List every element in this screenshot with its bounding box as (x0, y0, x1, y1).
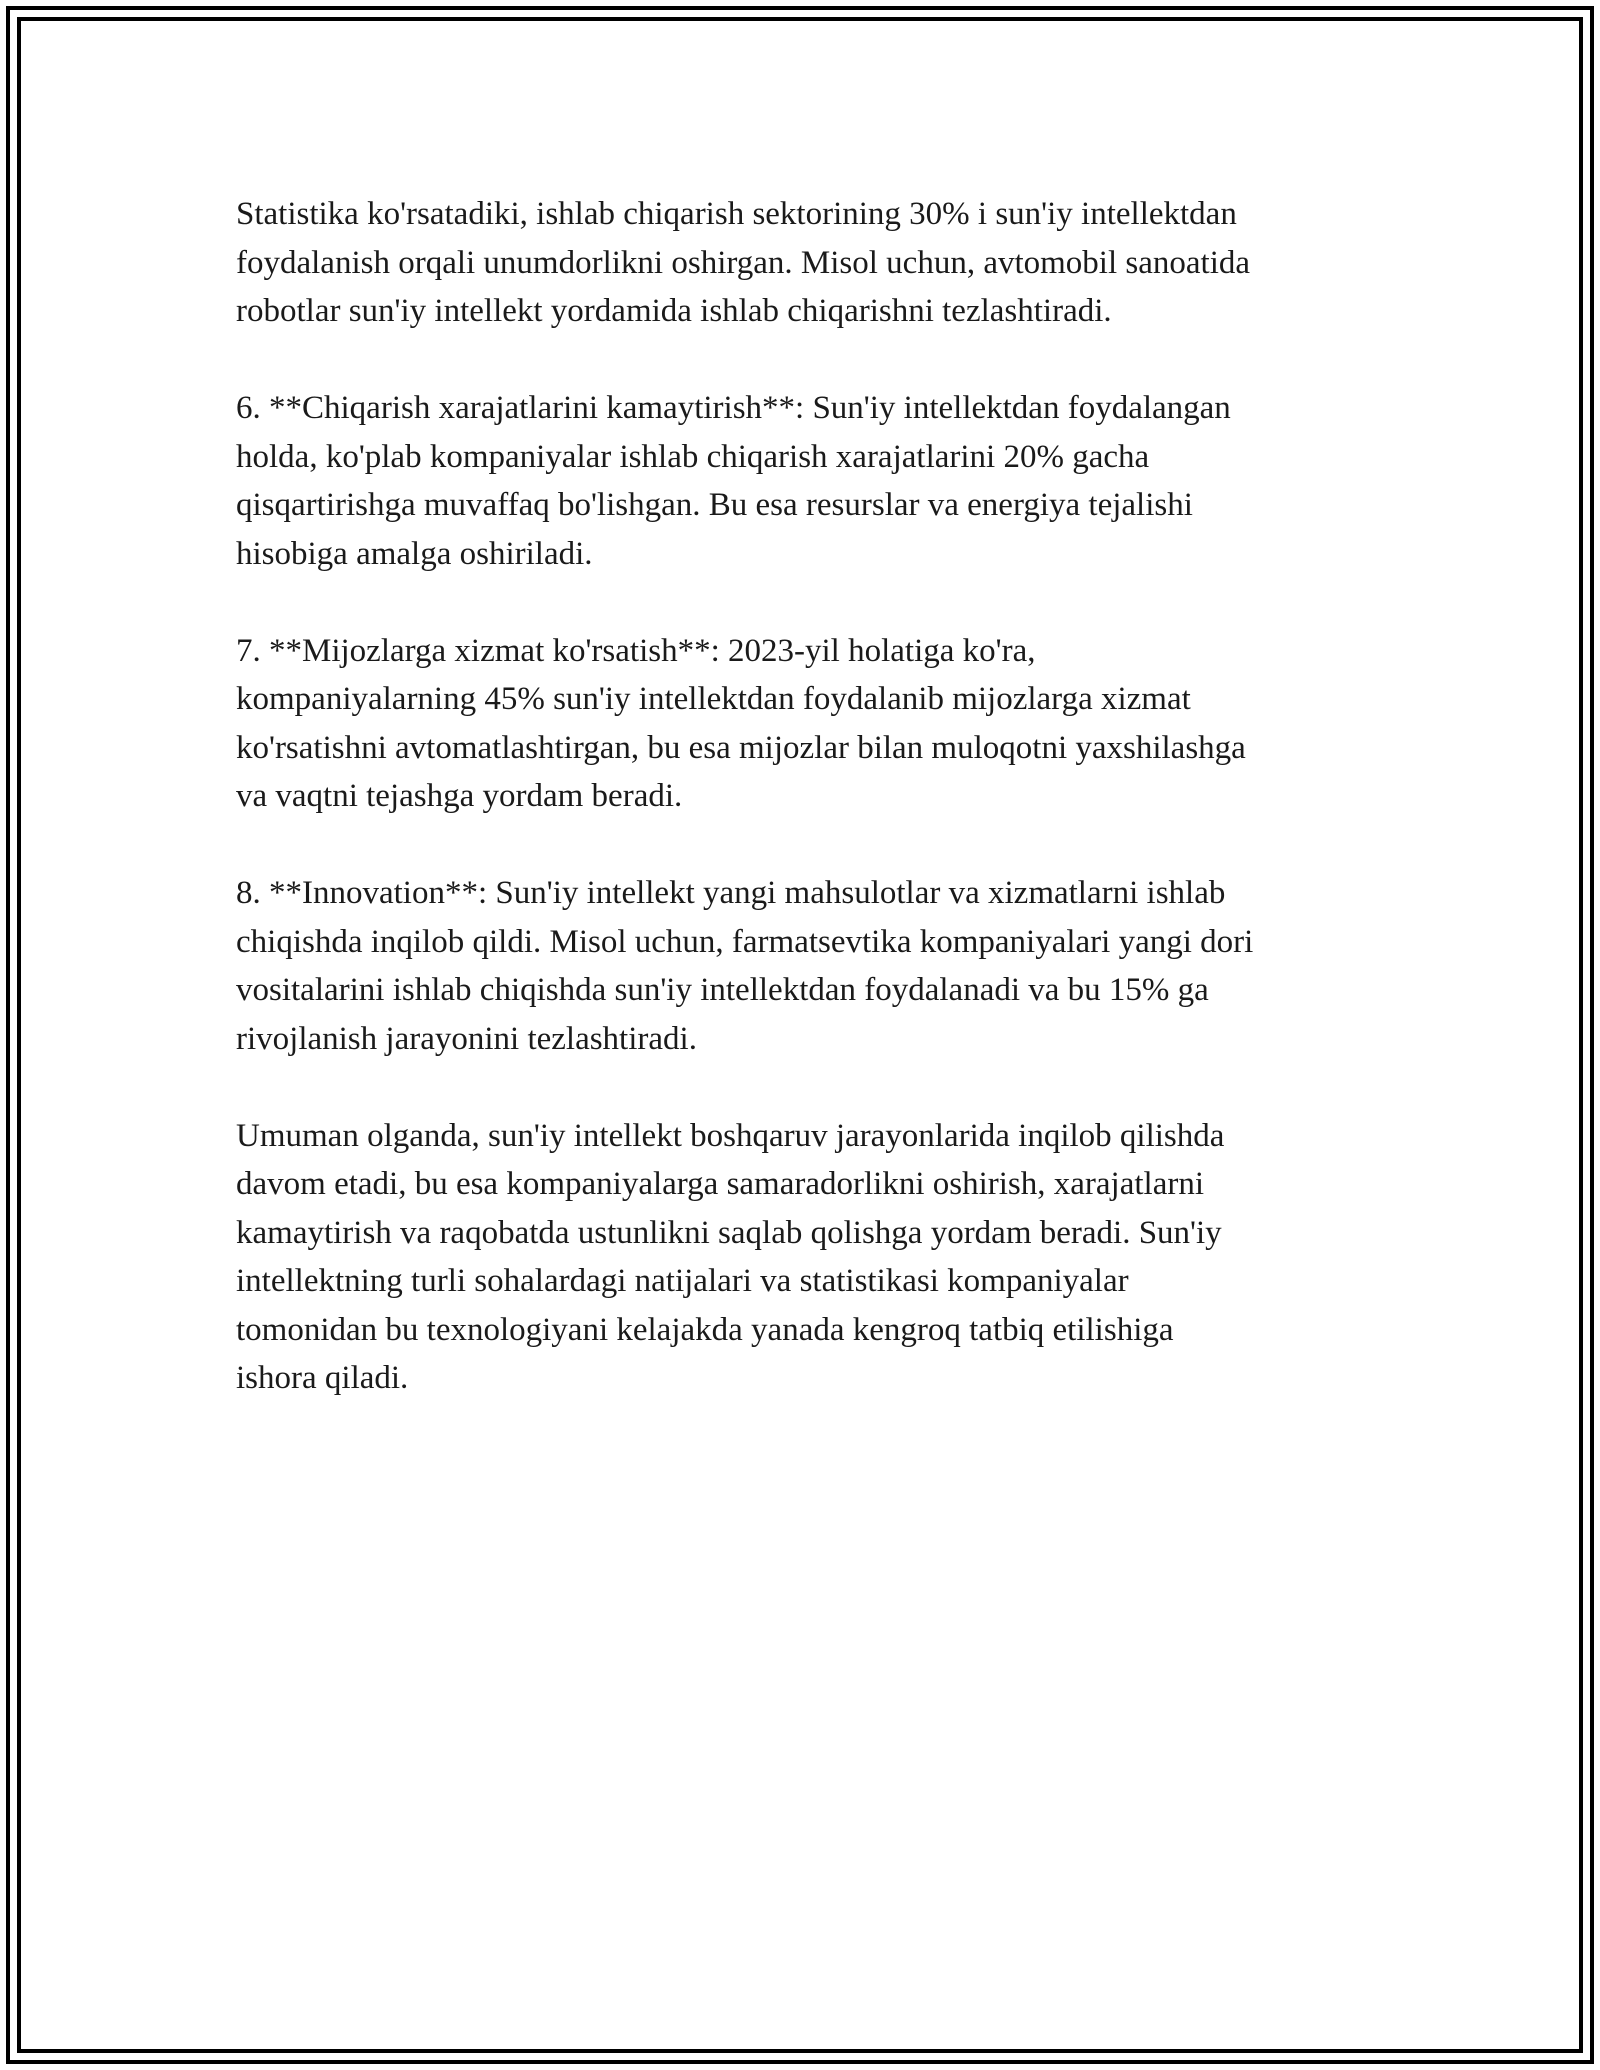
paragraph-item-7: 7. **Mijozlarga xizmat ko'rsatish**: 2023-yil holatiga ko'ra, kompaniyalarning 45% sun'iy intellektdan foydalanib mijozlarga xizmat ko'rsatishni avtomatlashtirgan, bu esa mijozlar bilan muloqotni yaxshilashga va vaqtni tejashga yordam beradi. (236, 632, 1246, 814)
paragraph-intro: Statistika ko'rsatadiki, ishlab chiqarish sektorining 30% i sun'iy intellektdan foydalanish orqali unumdorlikni oshirgan. Misol uchun, avtomobil sanoatida robotlar sun'iy intellekt yordamida ishlab chiqarishni tezlashtiradi. (236, 196, 1251, 329)
paragraph-conclusion: Umuman olganda, sun'iy intellekt boshqaruv jarayonlarida inqilob qilishda davom etadi, bu esa kompaniyalarga samaradorlikni oshirish, xarajatlarni kamaytirish va raqobatda ustunlikni saqlab qolishga yordam beradi. Sun'iy intellektning turli sohalardagi natijalari va statistikasi kompaniyalar tomonidan bu texnologiyani kelajakda yanada kengroq tatbiq etilishiga ishora qiladi. (236, 1117, 1225, 1396)
paragraph-item-6: 6. **Chiqarish xarajatlarini kamaytirish**: Sun'iy intellektdan foydalangan holda, ko'plab kompaniyalar ishlab chiqarish xarajatlarini 20% gacha qisqartirishga muvaffaq bo'lishgan. Bu esa resurslar va energiya tejalishi hisobiga amalga oshiriladi. (236, 390, 1231, 572)
paragraph-item-8: 8. **Innovation**: Sun'iy intellekt yangi mahsulotlar va xizmatlarni ishlab chiqishda inqilob qildi. Misol uchun, farmatsevtika kompaniyalari yangi dori vositalarini ishlab chiqishda sun'iy intellektdan foydalanadi va bu 15% ga rivojlanish jarayonini tezlashtiradi. (236, 875, 1254, 1057)
document-body (236, 190, 1386, 1403)
